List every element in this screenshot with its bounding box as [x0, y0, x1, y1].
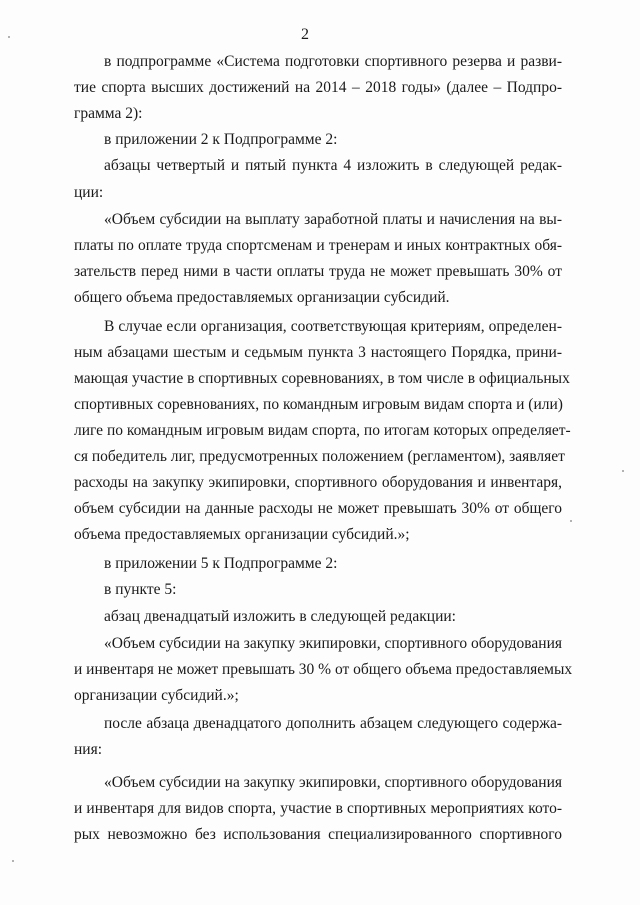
scan-speck — [622, 470, 624, 472]
text-line: в приложении 2 к Подпрограмме 2: — [104, 131, 338, 148]
text-line: зательств перед ними в части оплаты труда не может превышать 30% от — [74, 263, 562, 280]
text-line: тие спорта высших достижений на 2014 – 2018 годы» (далее – Подпро- — [74, 79, 562, 96]
page-number: 2 — [301, 26, 309, 43]
text-line: «Объем субсидии на закупку экипировки, спортивного оборудования — [104, 774, 563, 791]
text-line: «Объем субсидии на выплату заработной платы и начисления на вы- — [104, 211, 562, 228]
text-line: в пункте 5: — [104, 581, 177, 598]
text-line: абзацы четвертый и пятый пункта 4 изложить в следующей редак- — [104, 157, 562, 174]
text-line: платы по оплате труда спортсменам и тренерам и иных контрактных обя- — [74, 237, 562, 254]
text-line: и инвентаря для видов спорта, участие в спортивных мероприятиях кото- — [74, 800, 562, 817]
text-line: «Объем субсидии на закупку экипировки, спортивного оборудования — [104, 635, 563, 652]
text-line: ции: — [74, 184, 104, 201]
text-line: рых невозможно без использования специализированного спортивного — [74, 826, 562, 843]
scan-speck — [8, 36, 10, 38]
scan-speck — [570, 520, 572, 522]
scan-speck — [12, 860, 14, 862]
text-line: организации субсидий.»; — [74, 687, 239, 704]
text-line: абзац двенадцатый изложить в следующей редакции: — [104, 608, 456, 625]
text-line: лиге по командным игровым видам спорта, по итогам которых определяет- — [74, 422, 571, 439]
text-line: объем субсидии на данные расходы не может превышать 30% от общего — [74, 500, 562, 517]
text-line: и инвентаря не может превышать 30 % от общего объема предоставляемых — [74, 661, 573, 678]
text-line: ся победитель лиг, предусмотренных положением (регламентом), заявляет — [74, 448, 565, 465]
text-line: ным абзацами шестым и седьмым пункта 3 настоящего Порядка, прини- — [74, 344, 562, 361]
text-line: общего объема предоставляемых организации субсидий. — [74, 289, 450, 306]
text-line: спортивных соревнованиях, по командным игровым видам спорта и (или) — [74, 396, 563, 413]
text-line: после абзаца двенадцатого дополнить абзацем следующего содержа- — [104, 715, 562, 732]
text-line: расходы на закупку экипировки, спортивного оборудования и инвентаря, — [74, 474, 562, 491]
text-line: ния: — [74, 741, 103, 758]
text-line: В случае если организация, соответствующая критериям, определен- — [104, 318, 562, 335]
text-line: мающая участие в спортивных соревнованиях, в том числе в официальных — [74, 370, 570, 387]
text-line: в приложении 5 к Подпрограмме 2: — [104, 555, 338, 572]
text-line: грамма 2): — [74, 105, 143, 122]
text-line: в подпрограмме «Система подготовки спортивного резерва и разви- — [104, 53, 562, 70]
text-line: объема предоставляемых организации субсидий.»; — [74, 526, 410, 543]
